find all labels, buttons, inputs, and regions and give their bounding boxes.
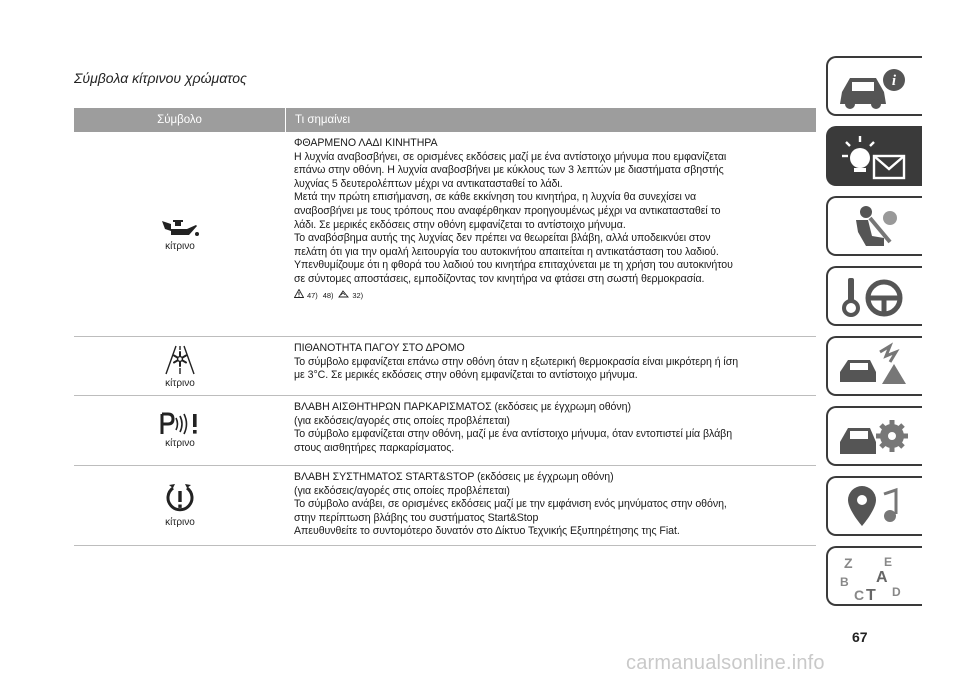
row-title: ΒΛΑΒΗ ΑΙΣΘΗΤΗΡΩΝ ΠΑΡΚΑΡΙΣΜΑΤΟΣ (εκδόσεις με έγχρωμη οθόνη) [294,401,631,413]
text-line: επάνω στην οθόνη. Η λυχνία αναβοσβήνει με κύκλους των 3 λεπτών με διαστήματα σβηστής [294,164,724,177]
text-line: Υπενθυμίζουμε ότι η φθορά του λαδιού του κινητήρα επιταχύνεται με τη χρήση του αυτοκινήτου [294,259,733,272]
meaning-cell [286,132,816,336]
meaning-cell [286,396,816,465]
text-line: με 3°C. Σε μερικές εκδόσεις στην οθόνη εμφανίζεται το αντίστοιχο μήνυμα. [294,369,638,382]
symbol-label: κίτρινο [165,438,195,449]
table-row [74,337,816,396]
reference-notes [294,289,812,303]
tab-starting-driving[interactable] [826,266,922,326]
row-title: ΦΘΑΡΜΕΝΟ ΛΑΔΙ ΚΙΝΗΤΗΡΑ [294,137,438,149]
text-line: Το αναβόσβημα αυτής της λυχνίας δεν πρέπει να θεωρείται βλάβη, αλλά υποδεικνύει στον [294,232,711,245]
header-meaning: Τι σημαίνει [295,114,351,126]
tab-warning-lights[interactable] [826,126,922,186]
svg-text:i: i [891,73,897,89]
table-row [74,132,816,337]
index-letter: D [892,585,901,599]
reference-warning-2: 48) [322,290,334,300]
text-line: (για εκδόσεις/αγορές στις οποίες προβλέπεται) [294,484,510,497]
tab-multimedia[interactable] [826,476,922,536]
oil-can-icon [159,217,201,239]
chapter-tabs [826,56,922,616]
symbol-cell [74,396,286,465]
symbol-label: κίτρινο [165,377,195,389]
reference-note: 32) [352,290,364,300]
text-line: πελάτη ότι για την ομαλή λειτουργία του αυτοκινήτου απαιτείται η αντικατάσταση του λαδιού. [294,245,719,258]
text-line: στους αισθητήρες παρκαρίσματος. [294,441,455,454]
text-line: αναβοσβήνει με τους τρόπους που αναφέρθηκαν προηγουμένως μέχρι να αντικατασταθεί το [294,204,721,217]
text-line: (για εκδόσεις/αγορές στις οποίες προβλέπεται) [294,414,510,427]
note-hand-icon [338,289,349,303]
warning-triangle-icon [294,289,304,303]
text-line: λάδι. Σε μερικές εκδόσεις στην οθόνη εμφανίζεται το αντίστοιχο μήνυμα. [294,218,626,231]
text-line: Το σύμβολο εμφανίζεται επάνω στην οθόνη όταν η εξωτερική θερμοκρασία είναι μικρότερη ή ίση [294,355,739,368]
symbol-cell [74,337,286,395]
meaning-cell [286,466,816,545]
parking-sensor-fault-icon [160,412,200,436]
tab-car-info[interactable] [826,56,922,116]
tab-safety[interactable] [826,196,922,256]
row-title: ΠΙΘΑΝΟΤΗΤΑ ΠΑΓΟΥ ΣΤΟ ΔΡΟΜΟ [294,342,465,354]
text-line: Το σύμβολο ανάβει, σε ορισμένες εκδόσεις μαζί με την εμφάνιση ενός μηνύματος στην οθόνη, [294,498,727,511]
meaning-cell [286,337,816,395]
snowflake-road-icon [163,344,197,376]
index-letter: B [840,575,849,589]
tab-maintenance[interactable] [826,406,922,466]
text-line: στην περίπτωση βλάβης του συστήματος Start&Stop [294,511,539,524]
text-line: Μετά την πρώτη επισήμανση, σε κάθε εκκίνηση του κινητήρα, η λυχνία θα συνεχίσει να [294,191,697,204]
table-row [74,396,816,466]
header-symbol: Σύμβολο [74,108,286,132]
symbol-label: κίτρινο [165,517,195,528]
watermark: carmanualsonline.info [626,652,825,674]
text-line: Το σύμβολο εμφανίζεται στην οθόνη, μαζί με ένα αντίστοιχο μήνυμα, όταν εντοπιστεί μία βλάβη [294,428,733,441]
text-line: Απευθυνθείτε το συντομότερο δυνατόν στο Δίκτυο Τεχνικής Εξυπηρέτησης της Fiat. [294,525,680,538]
symbol-cell [74,132,286,336]
warning-lights-table [74,108,816,546]
index-letter: T [866,587,876,604]
row-title: ΒΛΑΒΗ ΣΥΣΤΗΜΑΤΟΣ START&STOP (εκδόσεις με έγχρωμη οθόνη) [294,471,614,483]
text-line: Η λυχνία αναβοσβήνει, σε ορισμένες εκδόσεις μαζί με ένα αντίστοιχο μήνυμα που εμφανίζεται [294,150,727,163]
page-number: 67 [852,629,868,645]
tab-emergency[interactable] [826,336,922,396]
table-row [74,466,816,546]
tab-index[interactable] [826,546,922,606]
section-title: Σύμβολα κίτρινου χρώματος [74,70,247,86]
symbol-label: κίτρινο [165,240,195,252]
start-stop-fault-icon [165,483,195,515]
text-line: σε σύντομες αποστάσεις, εμποδίζοντας τον κινητήρα να φτάσει στη σωστή θερμοκρασία. [294,272,705,285]
reference-warning: 47) [307,290,318,300]
index-letter: A [876,569,888,586]
text-line: λυχνίας 5 δευτερολέπτων μέχρι να αντικατασταθεί το λάδι. [294,177,563,190]
table-header [74,108,816,132]
index-letter: E [884,555,893,569]
symbol-cell [74,466,286,545]
index-letter: C [854,587,865,603]
index-letter: Z [844,555,853,571]
